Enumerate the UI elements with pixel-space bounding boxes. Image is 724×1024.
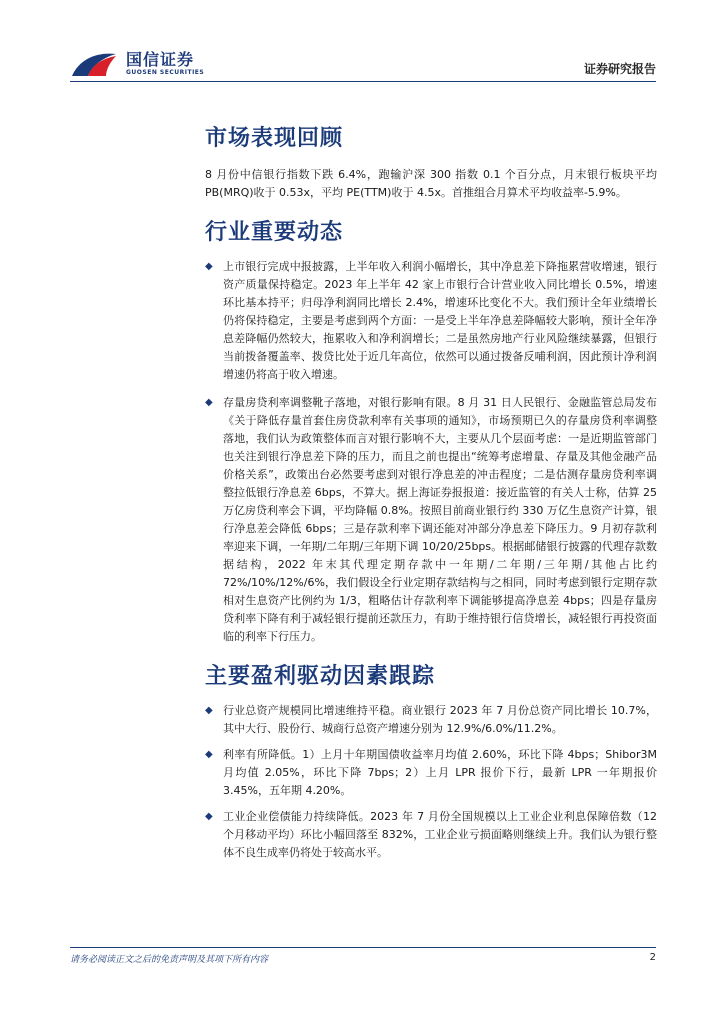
main-content (205, 120, 657, 862)
industry-bullet-2-text: 存量房贷利率调整靴子落地，对银行影响有限。8 月 31 日人民银行、金融监管总局发布《关于降低存量首套住房贷款利率有关事项的通知》，市场预期已久的存量房贷利率调整落地，我们认为政策整体而言对银行影响不大，主要从几个层面考虑：一是近期监管部门也关注到银行净息差下降的压力，而且之前也提出“统筹考虑增量、存量及其他金融产品价格关系”，政策出台必然要考虑到对银行净息差的冲击程度；二是估测存量房贷利率调整拉低银行净息差 6bps，不算大。据上海证券报报道：接近监管的有关人士称，估算 25 万亿房贷利率会下调，平均降幅 0.8%。按照目前商业银行约 330 万亿生息资产计算，银行净息差会降低 6bps；三是存款利率下调还能对冲部分净息差下降压力。9 月初存款利率迎来下调，一年期/二年期/三年期下调 10/20/25bps。根据邮储银行披露的代理存款数据结构，2022 年末其代理定期存款中一年期/二年期/三年期/其他占比约 72%/10%/12%/6%，我们假设全行业定期存款结构与之相同，同时考虑到银行定期存款相对生息资产比例约为 1/3，粗略估计存款利率下调能够提高净息差 4bps；四是存量房贷利率下降有利于减轻银行提前还款压力，有助于维持银行信贷增长，减轻银行再投资面临的利率下行压力。 (223, 396, 657, 643)
brand-name-cn: 国信证券 (126, 50, 195, 69)
diamond-bullet-icon: ◆ (205, 749, 213, 760)
section-title-drivers: 主要盈利驱动因素跟踪 (205, 664, 436, 689)
list-item (205, 702, 657, 738)
diamond-bullet-icon: ◆ (205, 705, 213, 716)
drivers-bullet-1-text: 行业总资产规模同比增速维持平稳。商业银行 2023 年 7 月份总资产同比增长 10.7%，其中大行、股份行、城商行总资产增速分别为 12.9%/6.0%/11.2%。 (223, 704, 657, 735)
page-number: 2 (649, 952, 656, 963)
diamond-bullet-icon: ◆ (205, 811, 213, 822)
list-item (205, 394, 657, 646)
list-item (205, 746, 657, 800)
header-divider (70, 81, 656, 82)
list-item (205, 808, 657, 862)
drivers-bullet-3-text: 工业企业偿债能力持续降低。2023 年 7 月份全国规模以上工业企业利息保障倍数（12 个月移动平均）环比小幅回落至 832%，工业企业亏损面略则继续上升。我们认为银行整体不良生成率仍将处于较高水平。 (223, 810, 657, 859)
report-type-label: 证券研究报告 (583, 62, 656, 76)
market-summary-paragraph: 8 月份中信银行指数下跌 6.4%，跑输沪深 300 指数 0.1 个百分点，月末银行板块平均 PB(MRQ)收于 0.53x，平均 PE(TTM)收于 4.5x。首推组合月算术平均收益率-5.9%。 (205, 168, 657, 199)
diamond-bullet-icon: ◆ (205, 261, 213, 272)
page-header (0, 0, 724, 90)
guosen-logo-icon (70, 50, 120, 78)
footer-divider (70, 947, 656, 948)
industry-bullet-1-text: 上市银行完成中报披露，上半年收入利润小幅增长，其中净息差下降拖累营收增速，银行资产质量保持稳定。2023 年上半年 42 家上市银行合计营业收入同比增长 0.5%，增速环比基本持平；归母净利润同比增长 2.4%，增速环比变化不大。我们预计全年业绩增长仍将保持稳定，主要是考虑到两个方面：一是受上半年净息差降幅较大影响，预计全年净息差降幅仍然较大，拖累收入和净利润增长；二是虽然房地产行业风险继续暴露，但银行当前拨备覆盖率、拨贷比处于近几年高位，依然可以通过拨备反哺利润，因此预计净利润增速仍将高于收入增速。 (223, 260, 657, 381)
list-item (205, 258, 657, 384)
section-title-market: 市场表现回顾 (205, 126, 344, 151)
brand-name-en: GUOSEN SECURITIES (126, 69, 205, 76)
footer-disclaimer: 请务必阅读正文之后的免责声明及其项下所有内容 (70, 955, 269, 965)
brand-logo (70, 50, 204, 78)
section-title-industry: 行业重要动态 (205, 220, 344, 245)
diamond-bullet-icon: ◆ (205, 397, 213, 408)
drivers-bullet-2-text: 利率有所降低。1）上月十年期国债收益率月均值 2.60%，环比下降 4bps；Shibor3M 月均值 2.05%，环比下降 7bps；2）上月 LPR 报价下行，最新 LPR 一年期报价 3.45%，五年期 4.20%。 (223, 748, 657, 797)
